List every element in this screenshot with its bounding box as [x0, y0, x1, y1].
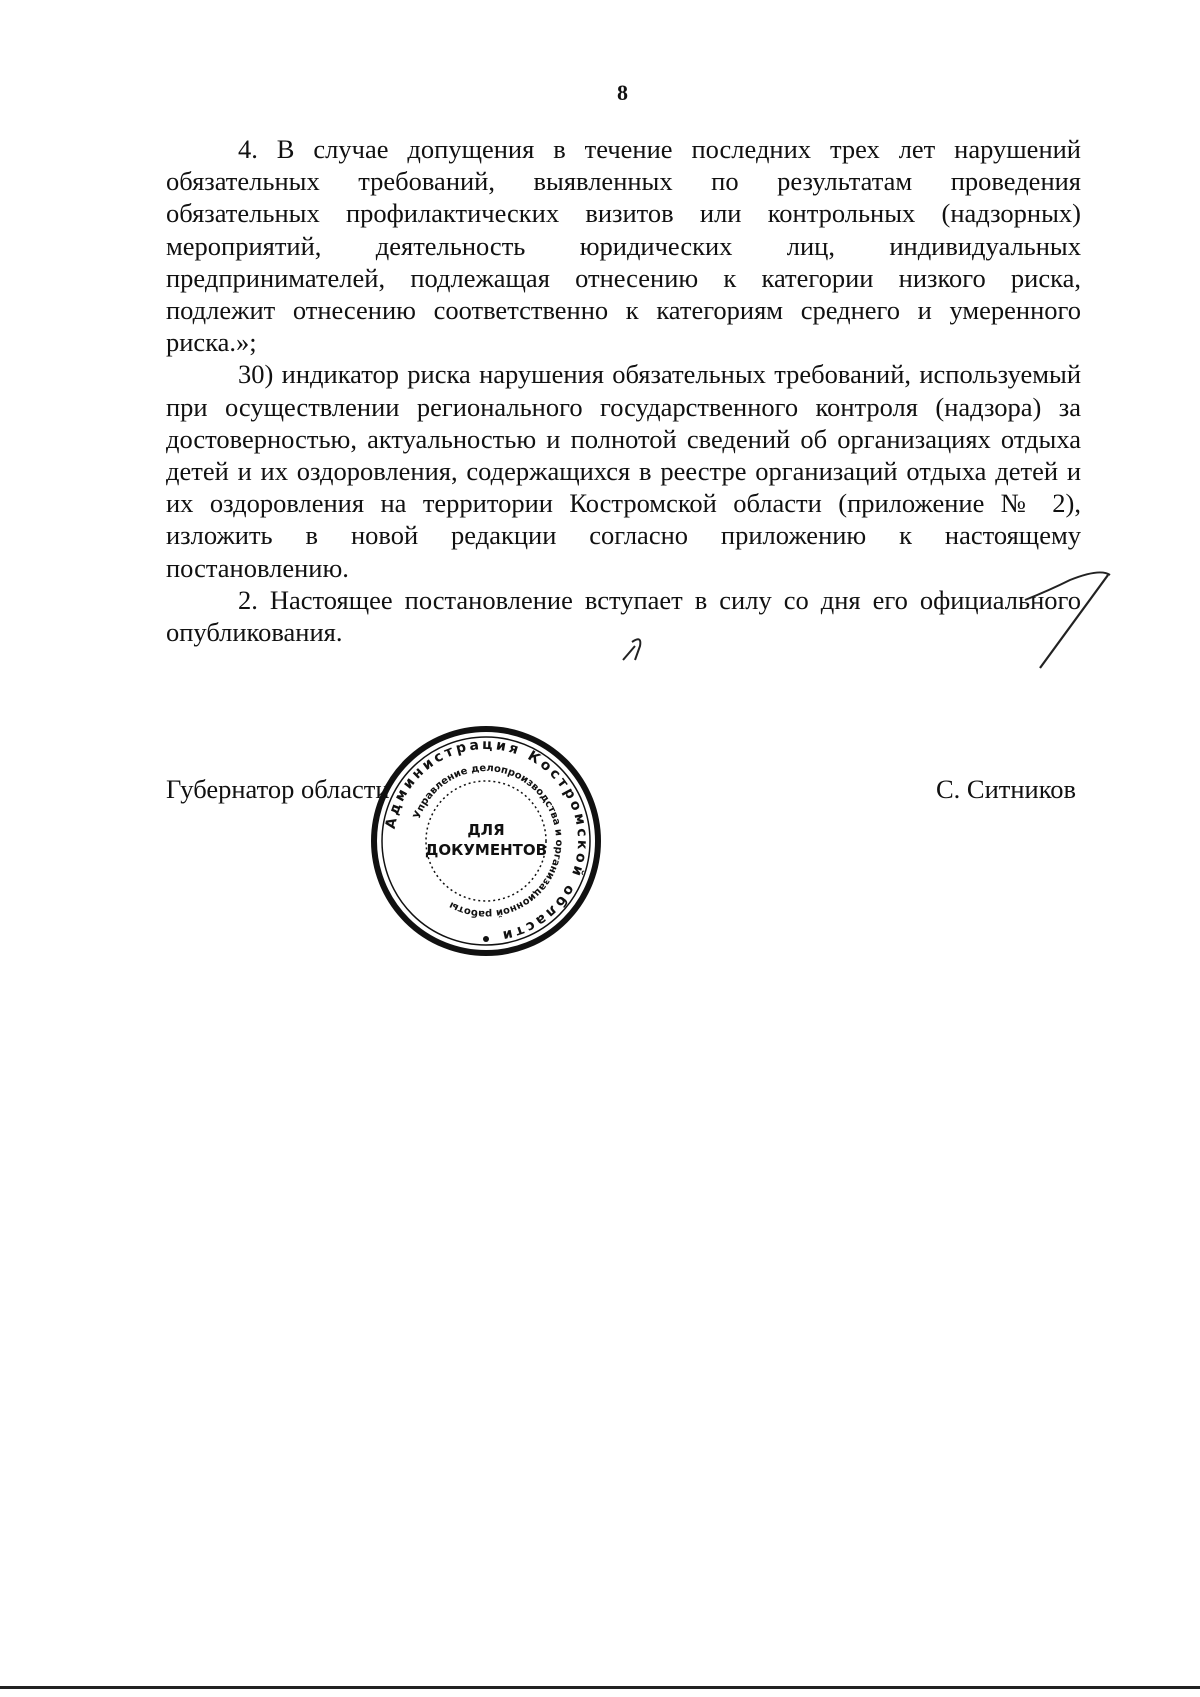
page-number: 8	[617, 80, 628, 105]
signatory-name: С. Ситников	[935, 774, 1076, 804]
signature-mark-icon	[1020, 570, 1115, 670]
seal-outer-text: Администрация Костромской области	[382, 736, 591, 945]
official-seal-icon	[370, 725, 602, 957]
paragraph-item-30: 30) индикатор риска нарушения обязательных требований, используемый при осуществлении регионального государственного контроля (надзора) за достоверностью, актуальностью и полнотой сведений об организациях отдыха детей и их оздоровления, содержащихся в реестре организаций отдыха детей и их оздоровления на территории Костромской области (приложение № 2), изложить в новой редакции согласно приложению к настоящему постановлению.	[166, 359, 1081, 583]
scan-bottom-edge	[0, 1686, 1200, 1689]
seal-inner-text: Управление делопроизводства и организационной работы	[411, 762, 565, 920]
signatory-title: Губернатор области	[166, 774, 390, 804]
initial-mark-icon	[620, 632, 654, 664]
seal-center-line1: ДЛЯ	[467, 821, 505, 839]
seal-center-line2: ДОКУМЕНТОВ	[424, 841, 548, 859]
paragraph-clause-4: 4. В случае допущения в течение последних трех лет нарушений обязательных требований, выявленных по результатам проведения обязательных профилактических визитов или контрольных (надзорных) мероприятий, деятельность юридических лиц, индивидуальных предпринимателей, подлежащая отнесению к категории низкого риска, подлежит отнесению соответственно к категориям среднего и умеренного риска.»;	[166, 134, 1081, 358]
paragraph-clause-2: 2. Настоящее постановление вступает в силу со дня его официального опубликования.	[166, 584, 1081, 648]
document-body	[166, 133, 1081, 648]
